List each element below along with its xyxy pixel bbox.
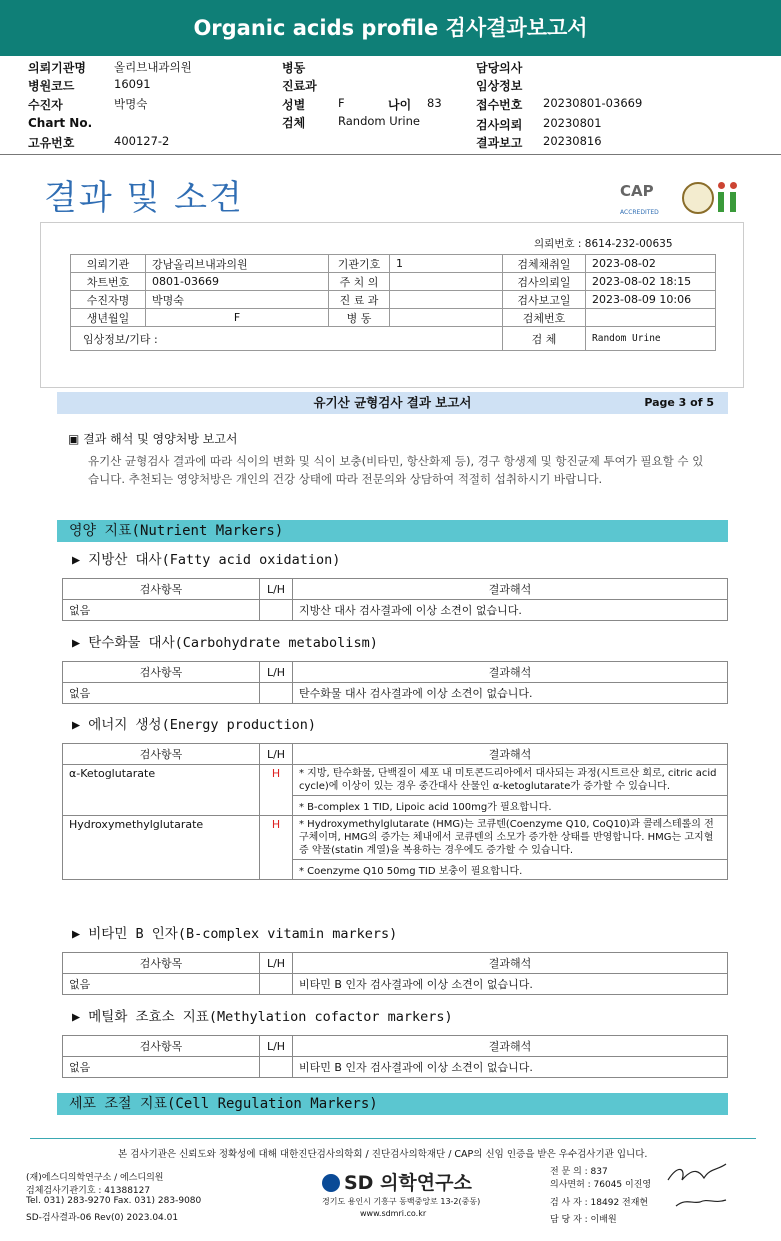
label-receipt: 접수번호 bbox=[476, 98, 523, 112]
value-report: 20230816 bbox=[543, 134, 602, 148]
vitamin-b-table: 검사항목 L/H 결과해석 없음 비타민 B 인자 검사결과에 이상 소견이 없습니다. bbox=[62, 952, 728, 995]
label-dept: 진료과 bbox=[282, 79, 317, 93]
energy-title: ▶ 에너지 생성(Energy production) bbox=[72, 717, 317, 733]
value-age: 83 bbox=[427, 96, 442, 110]
footer-manager: 담 당 자 : 이배원 bbox=[550, 1215, 617, 1225]
footer-rev: SD-검사결과-06 Rev(0) 2023.04.01 bbox=[26, 1213, 179, 1223]
value-patient: 박명숙 bbox=[114, 97, 148, 111]
cap-logo: CAP ACCREDITED bbox=[620, 182, 659, 216]
table-row: 생년월일 F 병 동 검체번호 bbox=[71, 309, 716, 327]
label-request: 검사의뢰 bbox=[476, 118, 523, 132]
fatty-acid-table: 검사항목 L/H 결과해석 없음 지방산 대사 검사결과에 이상 소견이 없습니다. bbox=[62, 578, 728, 621]
banner-title: 유기산 균형검사 결과 보고서 bbox=[313, 395, 472, 410]
intro-heading: ▣ 결과 해석 및 영양처방 보고서 bbox=[68, 432, 238, 446]
value-unique-no: 400127-2 bbox=[114, 134, 170, 148]
footer-specialist: 전 문 의 : 837 bbox=[550, 1167, 608, 1177]
label-unique-no: 고유번호 bbox=[28, 136, 75, 150]
label-ward: 병동 bbox=[282, 61, 306, 75]
footer-tel: Tel. 031) 283-9270 Fax. 031) 283-9080 bbox=[26, 1196, 202, 1206]
energy-table: 검사항목 L/H 결과해석 α-Ketoglutarate H * 지방, 탄수화물, 단백질이 세포 내 미토콘드리아에서 대사되는 과정(시트르산 회로, citric acid cycle)에 이상이 있는 경우 중간대사 산물인 α-ketoglutarate가 증가할 수 있습니다. * B-complex 1 TID, Lipoic acid 100mg가 필요합니다. Hydroxymethylglutarate H * Hydroxymethylglutarate (HMG)는 코큐텐(Coenzyme Q10, CoQ10)과 콜레스테롤의 전구체이며, HMG의 증가는 체내에서 코큐텐의 소모가 증가한 상태를 반영합니다. HMG는 고지혈증 약물(statin 계열)을 복용하는 경우에도 증가할 수 있습니다. * Coenzyme Q10 50mg TID 보충이 필요합니다. bbox=[62, 743, 728, 880]
label-report: 결과보고 bbox=[476, 136, 523, 150]
header-divider bbox=[0, 154, 781, 155]
footer-divider bbox=[30, 1138, 756, 1139]
sd-logo: SD 의학연구소 bbox=[322, 1168, 472, 1195]
value-receipt: 20230801-03669 bbox=[543, 96, 643, 110]
table-row: 의뢰기관 강남올리브내과의원 기관기호 1 검체채취일 2023-08-02 bbox=[71, 255, 716, 273]
methylation-title: ▶ 메틸화 조효소 지표(Methylation cofactor markers) bbox=[72, 1009, 453, 1025]
footer-license: 의사면허 : 76045 이진영 bbox=[550, 1180, 652, 1190]
label-age: 나이 bbox=[388, 98, 412, 112]
label-clinical: 임상정보 bbox=[476, 79, 523, 93]
value-specimen: Random Urine bbox=[338, 114, 420, 128]
patient-info-table bbox=[70, 254, 716, 351]
report-banner bbox=[57, 392, 728, 414]
report-title: Organic acids profile 검사결과보고서 bbox=[0, 0, 781, 56]
table-row: 없음 비타민 B 인자 검사결과에 이상 소견이 없습니다. bbox=[63, 1057, 728, 1078]
label-hospital: 의뢰기관명 bbox=[28, 61, 86, 75]
table-row: 없음 탄수화물 대사 검사결과에 이상 소견이 없습니다. bbox=[63, 683, 728, 704]
seal-logo bbox=[682, 182, 714, 214]
table-row: 없음 지방산 대사 검사결과에 이상 소견이 없습니다. bbox=[63, 600, 728, 621]
table-row: α-Ketoglutarate H * 지방, 탄수화물, 단백질이 세포 내 미토콘드리아에서 대사되는 과정(시트르산 회로, citric acid cycle)에 이상이 있는 경우 중간대사 산물인 α-ketoglutarate가 증가할 수 있습니다. bbox=[63, 765, 728, 796]
footer-org: (재)에스디의학연구소 / 에스디의원 bbox=[26, 1173, 164, 1183]
footer-tester: 검 사 자 : 18492 전재현 bbox=[550, 1198, 649, 1208]
label-sex: 성별 bbox=[282, 98, 306, 112]
value-request: 20230801 bbox=[543, 116, 602, 130]
institute-logo bbox=[716, 182, 742, 212]
table-row: * B-complex 1 TID, Lipoic acid 100mg가 필요합니다. bbox=[63, 796, 728, 816]
label-chart-no: Chart No. bbox=[28, 116, 93, 130]
page-indicator: Page 3 of 5 bbox=[644, 396, 714, 409]
table-row: 차트번호 0801-03669 주 치 의 검사의뢰일 2023-08-02 18:15 bbox=[71, 273, 716, 291]
table-row: 임상정보/기타 : 검 체 Random Urine bbox=[71, 327, 716, 351]
methylation-table: 검사항목 L/H 결과해석 없음 비타민 B 인자 검사결과에 이상 소견이 없습니다. bbox=[62, 1035, 728, 1078]
table-row: * Coenzyme Q10 50mg TID 보충이 필요합니다. bbox=[63, 860, 728, 880]
vitamin-b-title: ▶ 비타민 B 인자(B-complex vitamin markers) bbox=[72, 926, 398, 942]
table-row: Hydroxymethylglutarate H * Hydroxymethylglutarate (HMG)는 코큐텐(Coenzyme Q10, CoQ10)과 콜레스테롤의 전구체이며, HMG의 증가는 체내에서 코큐텐의 소모가 증가한 상태를 반영합니다. HMG는 고지혈증 약물(statin 계열)을 복용하는 경우에도 증가할 수 있습니다. bbox=[63, 816, 728, 860]
table-row: 수진자명 박명숙 진 료 과 검사보고일 2023-08-09 10:06 bbox=[71, 291, 716, 309]
footer-note: 본 검사기관은 신뢰도와 정확성에 대해 대한진단검사의학회 / 진단검사의학재단 / CAP의 신임 인증을 받은 우수검사기관 입니다. bbox=[118, 1149, 648, 1160]
footer-address: 경기도 용인시 기흥구 동백중앙로 13-2(중동) bbox=[322, 1197, 481, 1206]
carb-title: ▶ 탄수화물 대사(Carbohydrate metabolism) bbox=[72, 635, 378, 651]
section-title: 결과 및 소견 bbox=[44, 178, 244, 218]
intro-body: 유기산 균형검사 결과에 따라 식이의 변화 및 식이 보충(비타민, 항산화제 등), 경구 항생제 및 항진균제 투여가 필요할 수 있습니다. 추천되는 영양처방은 개인의 건강 상태에 따라 전문의와 상담하여 적절히 섭취하시기 바랍니다. bbox=[88, 454, 704, 486]
label-patient: 수진자 bbox=[28, 98, 63, 112]
value-hospital: 올리브내과의원 bbox=[114, 60, 192, 74]
label-doctor: 담당의사 bbox=[476, 61, 523, 75]
label-hospital-code: 병원코드 bbox=[28, 79, 75, 93]
footer-url: www.sdmri.co.kr bbox=[360, 1209, 427, 1218]
signature-image bbox=[664, 1158, 734, 1218]
label-specimen: 검체 bbox=[282, 116, 306, 130]
cell-regulation-header: 세포 조절 지표(Cell Regulation Markers) bbox=[57, 1093, 728, 1115]
carb-table: 검사항목 L/H 결과해석 없음 탄수화물 대사 검사결과에 이상 소견이 없습니다. bbox=[62, 661, 728, 704]
fatty-acid-title: ▶ 지방산 대사(Fatty acid oxidation) bbox=[72, 552, 341, 568]
value-hospital-code: 16091 bbox=[114, 77, 151, 91]
table-row: 없음 비타민 B 인자 검사결과에 이상 소견이 없습니다. bbox=[63, 974, 728, 995]
value-sex: F bbox=[338, 96, 345, 110]
nutrient-markers-header: 영양 지표(Nutrient Markers) bbox=[57, 520, 728, 542]
footer-code: 검체검사기관기호 : 41388127 bbox=[26, 1186, 151, 1196]
request-number: 의뢰번호 : 8614-232-00635 bbox=[534, 238, 673, 250]
